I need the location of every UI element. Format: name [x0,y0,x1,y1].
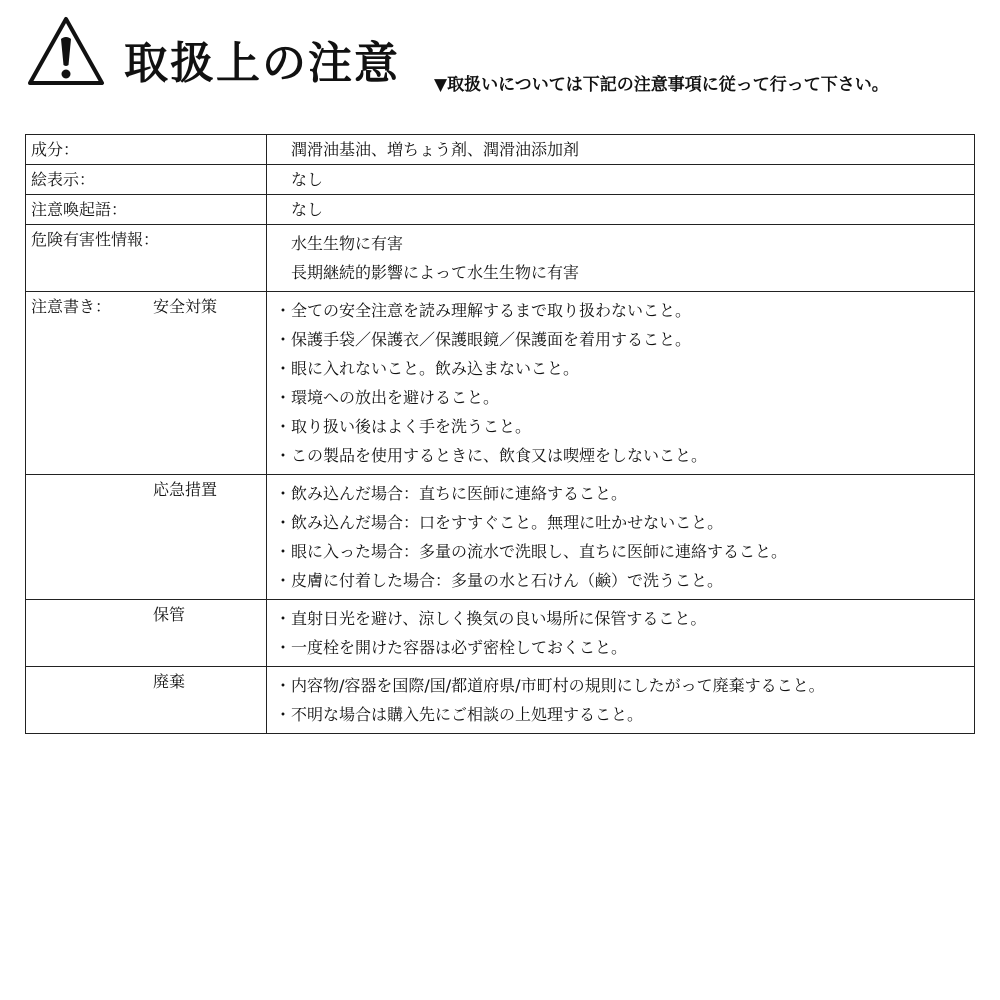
list-item [275,566,974,595]
item-text: 全ての安全注意を読み理解するまで取り扱わないこと。 [291,301,692,320]
value-disposal [267,667,975,734]
value-signal-word [267,195,975,225]
label-ingredients: 成分： [26,135,267,165]
section-name-first-aid: 応急措置 [153,480,218,499]
list-item [275,671,974,700]
item-text: 眼に入った場合：多量の流水で洗眼し、直ちに医師に連絡すること。 [291,542,788,561]
item-text: 眼に入れないこと。飲み込まないこと。 [291,359,580,378]
section-name-safety: 安全対策 [153,297,218,316]
value-safety [267,292,975,475]
bullet: ・ [275,417,292,436]
signal-word-text: なし [291,200,324,219]
list-item [275,700,974,729]
hazard-line: 水生生物に有害 [291,234,404,253]
warning-triangle-icon [26,15,106,87]
caution-table [25,134,975,734]
bullet: ・ [275,542,292,561]
bullet: ・ [275,676,292,695]
list-item [275,633,974,662]
value-first-aid [267,475,975,600]
list-item [275,383,974,412]
label-storage [26,600,267,667]
bullet: ・ [275,513,292,532]
bullet: ・ [275,484,292,503]
precautions-label: 注意書き： [31,297,112,316]
table-row-pictogram [26,165,975,195]
item-text: 飲み込んだ場合：直ちに医師に連絡すること。 [291,484,628,503]
bullet: ・ [275,638,292,657]
list-item [275,537,974,566]
list-item [275,604,974,633]
list-item [275,354,974,383]
item-text: この製品を使用するときに、飲食又は喫煙をしないこと。 [291,446,708,465]
item-text: 一度栓を開けた容器は必ず密栓しておくこと。 [291,638,628,657]
bullet: ・ [275,388,292,407]
section-name-storage: 保管 [153,605,186,624]
table-row-ingredients [26,135,975,165]
section-name-disposal: 廃棄 [153,672,186,691]
bullet: ・ [275,609,292,628]
bullet: ・ [275,705,292,724]
item-text: 取り扱い後はよく手を洗うこと。 [291,417,532,436]
label-precautions-safety [26,292,267,475]
list-item [275,508,974,537]
list-item [275,412,974,441]
item-text: 不明な場合は購入先にご相談の上処理すること。 [291,705,644,724]
list-item [275,479,974,508]
table-row-first-aid [26,475,975,600]
table-row-signal-word [26,195,975,225]
item-text: 飲み込んだ場合：口をすすぐこと。無理に吐かせないこと。 [291,513,724,532]
ingredients-text: 潤滑油基油、増ちょう剤、潤滑油添加剤 [291,140,580,159]
table-row-hazard-info [26,225,975,292]
header [0,0,1000,120]
value-hazard-info [267,225,975,292]
table-row-safety [26,292,975,475]
label-first-aid [26,475,267,600]
list-item [275,296,974,325]
page-title: 取扱上の注意 [124,38,400,89]
item-text: 環境への放出を避けること。 [291,388,500,407]
label-signal-word: 注意喚起語： [26,195,267,225]
bullet: ・ [275,330,292,349]
item-text: 保護手袋／保護衣／保護眼鏡／保護面を着用すること。 [291,330,692,349]
item-text: 皮膚に付着した場合：多量の水と石けん（鹸）で洗うこと。 [291,571,724,590]
bullet: ・ [275,571,292,590]
label-pictogram: 絵表示： [26,165,267,195]
list-item [275,441,974,470]
list-item [275,325,974,354]
bullet: ・ [275,446,292,465]
bullet: ・ [275,359,292,378]
pictogram-text: なし [291,170,324,189]
table-row-storage [26,600,975,667]
label-disposal [26,667,267,734]
instruction-note: ▼取扱いについては下記の注意事項に従って行って下さい。 [434,75,889,95]
value-ingredients [267,135,975,165]
bullet: ・ [275,301,292,320]
label-hazard-info: 危険有害性情報： [26,225,267,292]
item-text: 内容物/容器を国際/国/都道府県/市町村の規則にしたがって廃棄すること。 [291,676,825,695]
value-pictogram [267,165,975,195]
table-row-disposal [26,667,975,734]
item-text: 直射日光を避け、涼しく換気の良い場所に保管すること。 [291,609,707,628]
hazard-line: 長期継続的影響によって水生生物に有害 [291,263,580,282]
value-storage [267,600,975,667]
